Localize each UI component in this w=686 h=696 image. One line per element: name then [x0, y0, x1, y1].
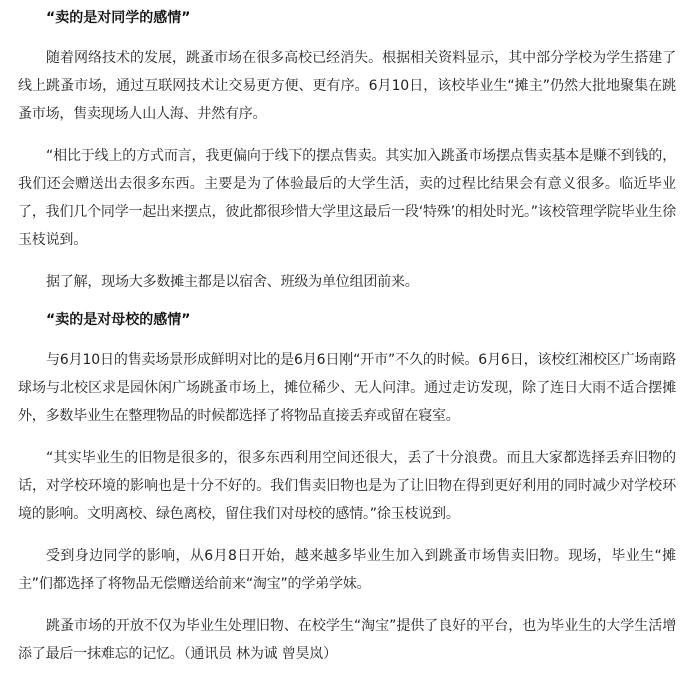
paragraph-online-flea-market: 随着网络技术的发展，跳蚤市场在很多高校已经消失。根据相关资料显示，其中部分学校为学生搭建了线上跳蚤市场，通过互联网技术让交易更方便、更有序。6月10日，该校毕业生“摊主”仍然大批地聚集在跳蚤市场，售卖现场人山人海、井然有序。 [18, 50, 676, 122]
paragraph-quote-old-items: “其实毕业生的旧物是很多的，很多东西利用空间还很大，丢了十分浪费。而且大家都选择丢弃旧物的话，对学校环境的影响也是十分不好的。我们售卖旧物也是为了让旧物在得到更好利用的同时减少对学校环境的影响。文明离校、绿色离校，留住我们对母校的感情。”徐玉枝说到。 [18, 450, 676, 522]
paragraph-june-6-contrast: 与6月10日的售卖场景形成鲜明对比的是6月6日刚“开市”不久的时候。6月6日，该校红湘校区广场南路球场与北校区求是园休闲广场跳蚤市场上，摊位稀少、无人问津。通过走访发现，除了连日大雨不适合摆摊外，多数毕业生在整理物品的时候都选择了将物品直接丢弃或留在寝室。 [18, 352, 676, 424]
article-body [0, 6, 686, 696]
paragraph-group-stalls: 据了解，现场大多数摊主都是以宿舍、班级为单位组团前来。 [46, 274, 419, 290]
paragraph-quote-offline-selling: “相比于线上的方式而言，我更偏向于线下的摆点售卖。其实加入跳蚤市场摆点售卖基本是赚不到钱的，我们还会赠送出去很多东西。主要是为了体验最后的大学生活，卖的过程比结果会有意义很多。临近毕业了，我们几个同学一起出来摆点，彼此都很珍惜大学里这最后一段‘特殊’的相处时光。”该校管理学院毕业生徐玉枝说到。 [18, 148, 676, 248]
paragraph-free-giveaway: 受到身边同学的影响，从6月8日开始，越来越多毕业生加入到跳蚤市场售卖旧物。现场，毕业生“摊主”们都选择了将物品无偿赠送给前来“淘宝”的学弟学妹。 [18, 548, 676, 592]
section-heading-classmates: “卖的是对同学的感情” [46, 10, 191, 26]
section-heading-alma-mater: “卖的是对母校的感情” [46, 312, 191, 328]
paragraph-closing-byline: 跳蚤市场的开放不仅为毕业生处理旧物、在校学生“淘宝”提供了良好的平台，也为毕业生的大学生活增添了最后一抹难忘的记忆。（通讯员 林为诚 曾昊岚） [18, 618, 676, 662]
